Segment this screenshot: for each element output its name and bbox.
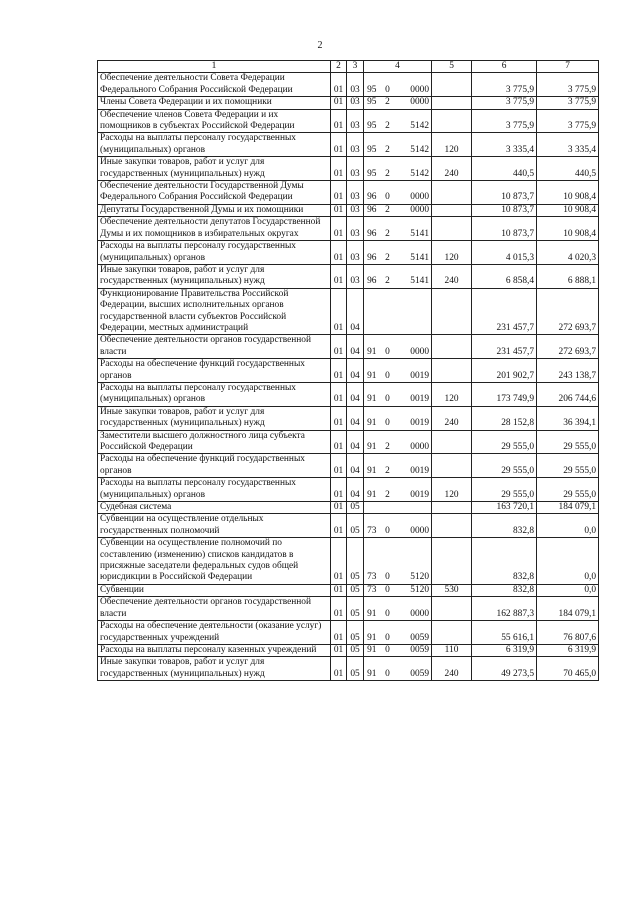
row-code-4a: 73 (364, 584, 380, 596)
row-amount-7: 29 555,0 (537, 478, 599, 502)
table-row (98, 133, 599, 157)
row-code-4a: 91 (364, 454, 380, 478)
row-code-4c: 0000 (396, 73, 432, 97)
table-row (98, 109, 599, 133)
row-code-4c: 0019 (396, 454, 432, 478)
table-row (98, 97, 599, 109)
row-code-2: 01 (331, 584, 347, 596)
row-code-2: 01 (331, 644, 347, 656)
row-code-3: 03 (347, 204, 364, 216)
row-amount-7: 440,5 (537, 157, 599, 181)
row-name: Расходы на выплаты персоналу государственных (муниципальных) органов (98, 382, 331, 406)
row-code-2: 01 (331, 502, 347, 514)
row-code-4a: 91 (364, 430, 380, 454)
row-amount-6: 10 873,7 (472, 204, 537, 216)
header-col-4: 4 (364, 61, 432, 73)
row-name: Субвенции на осуществление полномочий по составлению (изменению) списков кандидатов в присяжные заседатели федеральных судов общей юрисдикции в Российской Федерации (98, 538, 331, 585)
row-amount-6: 10 873,7 (472, 217, 537, 241)
row-code-2: 01 (331, 133, 347, 157)
row-code-4c: 5141 (396, 217, 432, 241)
table-row (98, 430, 599, 454)
row-code-5 (432, 109, 472, 133)
row-code-4a: 96 (364, 241, 380, 265)
row-amount-7: 0,0 (537, 538, 599, 585)
row-name: Члены Совета Федерации и их помощники (98, 97, 331, 109)
row-code-5 (432, 181, 472, 205)
row-code-3: 03 (347, 97, 364, 109)
row-amount-7: 0,0 (537, 514, 599, 538)
header-col-1: 1 (98, 61, 331, 73)
row-name: Расходы на выплаты персоналу государственных (муниципальных) органов (98, 133, 331, 157)
row-code-5: 120 (432, 133, 472, 157)
row-code-2: 01 (331, 621, 347, 645)
row-code-4c: 0000 (396, 204, 432, 216)
row-amount-6: 29 555,0 (472, 430, 537, 454)
table-row (98, 406, 599, 430)
row-amount-6: 3 775,9 (472, 109, 537, 133)
row-code-5 (432, 430, 472, 454)
row-code-3: 04 (347, 288, 364, 335)
row-code-5 (432, 514, 472, 538)
row-code-4a: 73 (364, 514, 380, 538)
row-code-4a (364, 502, 380, 514)
row-code-2: 01 (331, 157, 347, 181)
row-code-5: 110 (432, 644, 472, 656)
header-col-6: 6 (472, 61, 537, 73)
row-code-3: 03 (347, 241, 364, 265)
row-amount-6: 832,8 (472, 584, 537, 596)
row-amount-7: 10 908,4 (537, 217, 599, 241)
table-header-row (98, 61, 599, 73)
row-code-4c (396, 288, 432, 335)
row-code-3: 05 (347, 597, 364, 621)
row-amount-6: 29 555,0 (472, 454, 537, 478)
table-row (98, 514, 599, 538)
row-code-3: 03 (347, 109, 364, 133)
row-amount-6: 832,8 (472, 538, 537, 585)
row-code-4c: 0000 (396, 335, 432, 359)
row-code-4c: 0000 (396, 597, 432, 621)
row-code-4a: 96 (364, 264, 380, 288)
row-code-5 (432, 288, 472, 335)
budget-table (97, 60, 599, 681)
row-name: Иные закупки товаров, работ и услуг для государственных (муниципальных) нужд (98, 657, 331, 681)
row-code-5: 120 (432, 241, 472, 265)
row-code-2: 01 (331, 406, 347, 430)
row-code-4a: 91 (364, 657, 380, 681)
row-code-4b: 0 (380, 644, 396, 656)
row-code-4b: 0 (380, 382, 396, 406)
row-code-2: 01 (331, 514, 347, 538)
row-amount-7: 272 693,7 (537, 335, 599, 359)
table-row (98, 644, 599, 656)
row-code-4a: 95 (364, 133, 380, 157)
row-code-2: 01 (331, 335, 347, 359)
row-amount-6: 10 873,7 (472, 181, 537, 205)
row-code-4a: 96 (364, 217, 380, 241)
row-code-4c: 5142 (396, 157, 432, 181)
row-amount-7: 3 335,4 (537, 133, 599, 157)
row-code-3: 03 (347, 264, 364, 288)
table-row (98, 621, 599, 645)
row-code-4b: 0 (380, 657, 396, 681)
row-code-2: 01 (331, 241, 347, 265)
row-code-4a: 91 (364, 406, 380, 430)
row-amount-7: 29 555,0 (537, 430, 599, 454)
row-code-4c: 0019 (396, 382, 432, 406)
header-col-2: 2 (331, 61, 347, 73)
row-code-4b: 0 (380, 359, 396, 383)
row-code-4b: 2 (380, 217, 396, 241)
row-code-2: 01 (331, 217, 347, 241)
row-amount-6: 29 555,0 (472, 478, 537, 502)
row-name: Расходы на обеспечение функций государственных органов (98, 359, 331, 383)
table-row (98, 288, 599, 335)
row-code-4c: 5120 (396, 538, 432, 585)
row-amount-6: 832,8 (472, 514, 537, 538)
row-code-5 (432, 217, 472, 241)
table-row (98, 264, 599, 288)
row-name: Расходы на выплаты персоналу государственных (муниципальных) органов (98, 241, 331, 265)
row-code-4a: 96 (364, 204, 380, 216)
row-amount-6: 28 152,8 (472, 406, 537, 430)
row-amount-6: 163 720,1 (472, 502, 537, 514)
row-code-4b: 0 (380, 584, 396, 596)
row-code-4c: 5142 (396, 133, 432, 157)
row-code-3: 04 (347, 359, 364, 383)
row-name: Обеспечение членов Совета Федерации и их помощников в субъектах Российской Федерации (98, 109, 331, 133)
row-code-4b: 2 (380, 264, 396, 288)
row-amount-6: 231 457,7 (472, 335, 537, 359)
row-amount-7: 6 888,1 (537, 264, 599, 288)
row-code-4b: 2 (380, 133, 396, 157)
row-name: Обеспечение деятельности органов государственной власти (98, 597, 331, 621)
row-code-4b: 2 (380, 204, 396, 216)
row-code-4c: 5120 (396, 584, 432, 596)
row-code-4b: 0 (380, 73, 396, 97)
row-code-4b: 0 (380, 597, 396, 621)
row-amount-7: 36 394,1 (537, 406, 599, 430)
row-code-4b: 2 (380, 478, 396, 502)
row-amount-6: 3 775,9 (472, 73, 537, 97)
row-code-3: 04 (347, 406, 364, 430)
row-code-4c: 0000 (396, 181, 432, 205)
row-amount-6: 201 902,7 (472, 359, 537, 383)
row-code-4b: 2 (380, 241, 396, 265)
row-code-4a: 73 (364, 538, 380, 585)
row-name: Иные закупки товаров, работ и услуг для государственных (муниципальных) нужд (98, 264, 331, 288)
row-amount-6: 231 457,7 (472, 288, 537, 335)
row-code-4a: 91 (364, 359, 380, 383)
row-code-2: 01 (331, 454, 347, 478)
row-amount-7: 10 908,4 (537, 204, 599, 216)
row-code-5 (432, 538, 472, 585)
row-code-3: 05 (347, 538, 364, 585)
row-code-4b: 0 (380, 335, 396, 359)
row-code-5: 240 (432, 157, 472, 181)
row-code-2: 01 (331, 538, 347, 585)
row-amount-7: 4 020,3 (537, 241, 599, 265)
row-code-4b: 0 (380, 514, 396, 538)
row-code-4a: 96 (364, 181, 380, 205)
header-col-7: 7 (537, 61, 599, 73)
row-code-2: 01 (331, 288, 347, 335)
row-amount-6: 3 335,4 (472, 133, 537, 157)
row-code-4a: 95 (364, 73, 380, 97)
row-name: Обеспечение деятельности Государственной Думы Федерального Собрания Российской Федерации (98, 181, 331, 205)
table-row (98, 502, 599, 514)
table-row (98, 181, 599, 205)
row-amount-6: 173 749,9 (472, 382, 537, 406)
table-row (98, 538, 599, 585)
row-code-5: 530 (432, 584, 472, 596)
row-code-4a: 95 (364, 109, 380, 133)
table-row (98, 217, 599, 241)
row-amount-6: 6 858,4 (472, 264, 537, 288)
row-code-4c: 0059 (396, 621, 432, 645)
header-col-5: 5 (432, 61, 472, 73)
row-amount-7: 184 079,1 (537, 502, 599, 514)
row-code-3: 03 (347, 73, 364, 97)
table-row (98, 204, 599, 216)
row-code-5 (432, 73, 472, 97)
row-code-4c: 0000 (396, 430, 432, 454)
table-row (98, 454, 599, 478)
row-code-2: 01 (331, 73, 347, 97)
row-code-4b: 2 (380, 157, 396, 181)
row-amount-6: 4 015,3 (472, 241, 537, 265)
row-amount-7: 0,0 (537, 584, 599, 596)
header-col-3: 3 (347, 61, 364, 73)
row-code-3: 03 (347, 217, 364, 241)
row-code-2: 01 (331, 657, 347, 681)
row-code-5 (432, 335, 472, 359)
row-code-3: 04 (347, 335, 364, 359)
row-code-5: 240 (432, 264, 472, 288)
row-code-4b (380, 502, 396, 514)
table-row (98, 335, 599, 359)
row-name: Обеспечение деятельности Совета Федерации Федерального Собрания Российской Федерации (98, 73, 331, 97)
row-amount-7: 76 807,6 (537, 621, 599, 645)
row-code-3: 05 (347, 644, 364, 656)
row-code-4c: 5141 (396, 241, 432, 265)
row-code-3: 05 (347, 584, 364, 596)
row-amount-6: 162 887,3 (472, 597, 537, 621)
row-code-4c: 0000 (396, 97, 432, 109)
row-code-4c: 5141 (396, 264, 432, 288)
row-name: Обеспечение деятельности органов государственной власти (98, 335, 331, 359)
row-name: Расходы на выплаты персоналу государственных (муниципальных) органов (98, 478, 331, 502)
row-code-3: 05 (347, 502, 364, 514)
row-code-3: 05 (347, 514, 364, 538)
row-code-4a: 95 (364, 157, 380, 181)
row-code-2: 01 (331, 204, 347, 216)
row-code-2: 01 (331, 181, 347, 205)
row-code-4b (380, 288, 396, 335)
row-code-4b: 2 (380, 109, 396, 133)
table-row (98, 657, 599, 681)
row-amount-7: 70 465,0 (537, 657, 599, 681)
row-code-4b: 0 (380, 538, 396, 585)
row-amount-7: 29 555,0 (537, 454, 599, 478)
row-code-3: 03 (347, 157, 364, 181)
row-name: Расходы на выплаты персоналу казенных учреждений (98, 644, 331, 656)
row-amount-7: 206 744,6 (537, 382, 599, 406)
row-name: Обеспечение деятельности депутатов Государственной Думы и их помощников в избирательных округах (98, 217, 331, 241)
row-code-4a: 91 (364, 597, 380, 621)
row-name: Расходы на обеспечение деятельности (оказание услуг) государственных учреждений (98, 621, 331, 645)
row-code-2: 01 (331, 359, 347, 383)
row-amount-6: 3 775,9 (472, 97, 537, 109)
row-code-5: 240 (432, 406, 472, 430)
row-code-5 (432, 454, 472, 478)
row-code-4c (396, 502, 432, 514)
row-code-2: 01 (331, 109, 347, 133)
table-row (98, 584, 599, 596)
row-amount-7: 272 693,7 (537, 288, 599, 335)
row-code-4a (364, 288, 380, 335)
row-code-4b: 0 (380, 406, 396, 430)
table-row (98, 359, 599, 383)
row-name: Заместители высшего должностного лица субъекта Российской Федерации (98, 430, 331, 454)
table-row (98, 478, 599, 502)
row-amount-6: 440,5 (472, 157, 537, 181)
row-amount-7: 3 775,9 (537, 109, 599, 133)
row-name: Иные закупки товаров, работ и услуг для государственных (муниципальных) нужд (98, 157, 331, 181)
row-code-4c: 0059 (396, 644, 432, 656)
row-amount-7: 3 775,9 (537, 73, 599, 97)
table-row (98, 597, 599, 621)
row-code-4a: 95 (364, 97, 380, 109)
row-name: Иные закупки товаров, работ и услуг для государственных (муниципальных) нужд (98, 406, 331, 430)
row-code-5 (432, 97, 472, 109)
row-code-5 (432, 359, 472, 383)
row-name: Судебная система (98, 502, 331, 514)
row-code-2: 01 (331, 97, 347, 109)
row-code-4c: 0019 (396, 359, 432, 383)
table-body (98, 73, 599, 681)
row-code-4b: 2 (380, 97, 396, 109)
table-row (98, 382, 599, 406)
row-name: Расходы на обеспечение функций государственных органов (98, 454, 331, 478)
row-code-2: 01 (331, 478, 347, 502)
page-number: 2 (317, 40, 323, 51)
row-code-2: 01 (331, 382, 347, 406)
row-amount-7: 3 775,9 (537, 97, 599, 109)
row-code-3: 05 (347, 621, 364, 645)
row-code-3: 05 (347, 657, 364, 681)
row-code-5 (432, 621, 472, 645)
table-row (98, 157, 599, 181)
row-code-5: 240 (432, 657, 472, 681)
row-code-3: 04 (347, 382, 364, 406)
row-code-4c: 0019 (396, 406, 432, 430)
row-code-3: 04 (347, 430, 364, 454)
row-code-4b: 2 (380, 454, 396, 478)
row-code-4c: 0019 (396, 478, 432, 502)
row-amount-7: 243 138,7 (537, 359, 599, 383)
row-amount-6: 6 319,9 (472, 644, 537, 656)
row-code-3: 04 (347, 454, 364, 478)
row-code-5 (432, 204, 472, 216)
row-code-4c: 5142 (396, 109, 432, 133)
row-code-3: 03 (347, 181, 364, 205)
row-name: Субвенции на осуществление отдельных государственных полномочий (98, 514, 331, 538)
row-code-4a: 91 (364, 335, 380, 359)
row-code-4c: 0059 (396, 657, 432, 681)
row-code-4a: 91 (364, 478, 380, 502)
row-code-4a: 91 (364, 644, 380, 656)
row-code-2: 01 (331, 597, 347, 621)
row-amount-7: 6 319,9 (537, 644, 599, 656)
row-code-4b: 0 (380, 181, 396, 205)
row-code-5: 120 (432, 382, 472, 406)
row-amount-6: 49 273,5 (472, 657, 537, 681)
row-amount-7: 184 079,1 (537, 597, 599, 621)
row-code-5: 120 (432, 478, 472, 502)
table-row (98, 73, 599, 97)
row-code-2: 01 (331, 264, 347, 288)
row-name: Субвенции (98, 584, 331, 596)
row-code-5 (432, 502, 472, 514)
row-name: Функционирование Правительства Российской Федерации, высших исполнительных органов государственной власти субъектов Российской Федерации, местных администраций (98, 288, 331, 335)
row-amount-7: 10 908,4 (537, 181, 599, 205)
row-code-2: 01 (331, 430, 347, 454)
row-amount-6: 55 616,1 (472, 621, 537, 645)
row-code-5 (432, 597, 472, 621)
row-code-4a: 91 (364, 621, 380, 645)
row-code-4a: 91 (364, 382, 380, 406)
row-code-4b: 2 (380, 430, 396, 454)
row-code-3: 04 (347, 478, 364, 502)
row-code-3: 03 (347, 133, 364, 157)
row-name: Депутаты Государственной Думы и их помощники (98, 204, 331, 216)
row-code-4b: 0 (380, 621, 396, 645)
table-row (98, 241, 599, 265)
row-code-4c: 0000 (396, 514, 432, 538)
